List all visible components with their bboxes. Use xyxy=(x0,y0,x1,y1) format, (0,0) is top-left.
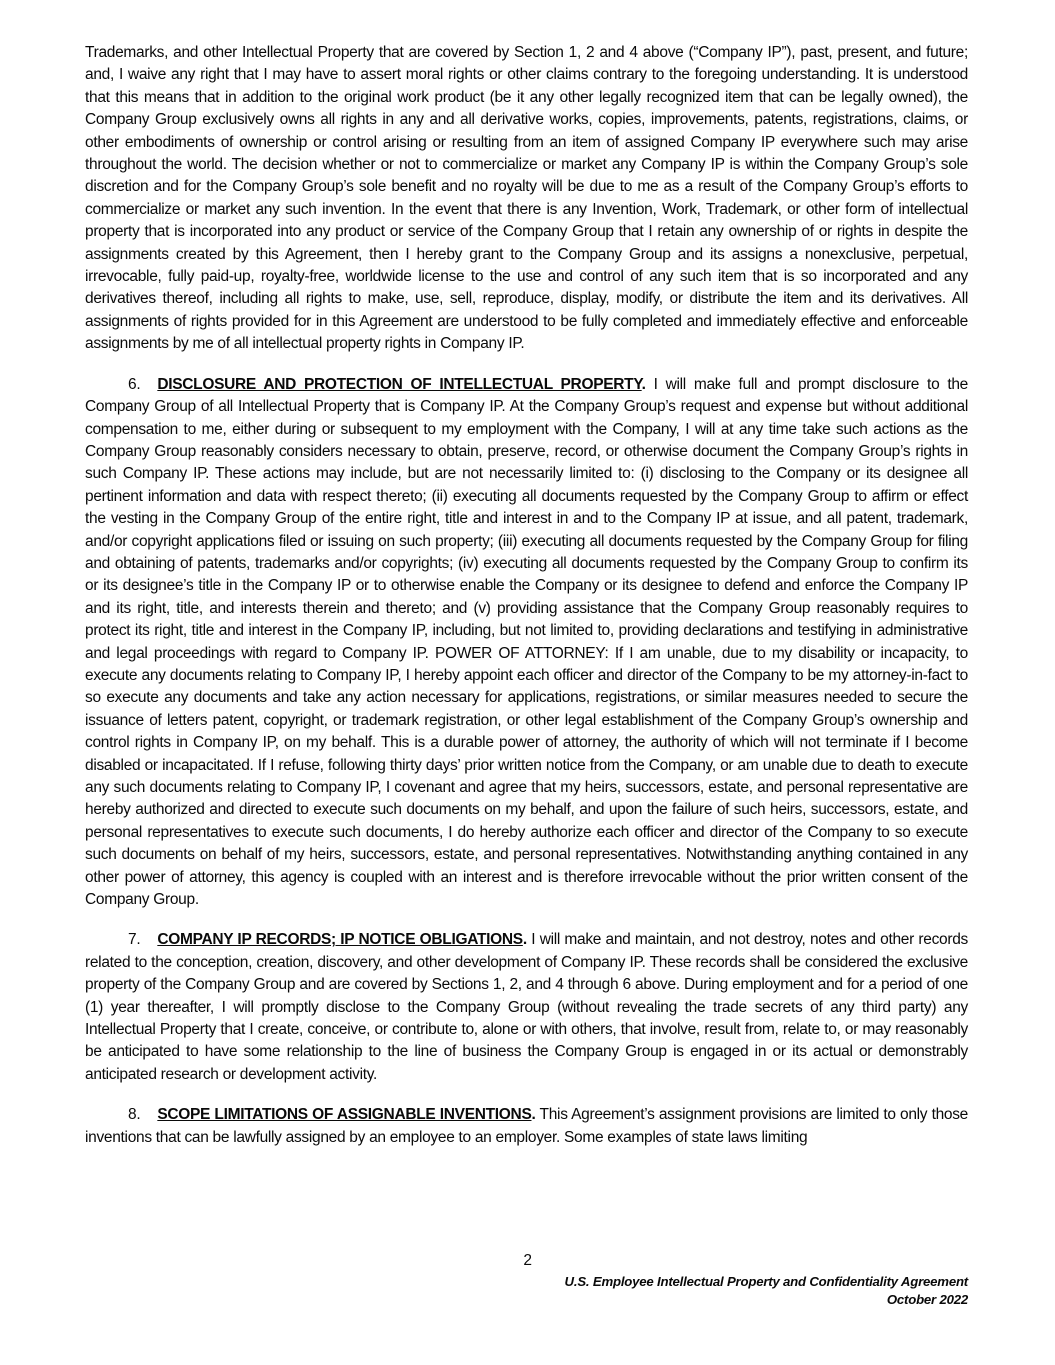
section-7-number: 7. xyxy=(128,931,141,949)
section-6-body: I will make full and prompt disclosure to the Company Group of all Intellectual Property that is Company IP. At the Company Group’s request and expense but without additional compensation to me, either during or subsequent to my employment with the Company, I will at any time take such actions as the Company Group reasonably considers necessary to obtain, preserve, record, or otherwise document the Company Group’s rights in such Company IP. These actions may include, but are not necessarily limited to: (i) disclosing to the Company or its designee all pertinent information and data with respect thereto; (ii) executing all documents requested by the Company Group to affirm or effect the vesting in the Company Group of the entire right, title and interest in and to the Company IP at issue, and all patent, trademark, and/or copyright applications filed or issuing on such property; (iii) executing all documents requested by the Company Group for filing and obtaining of patents, trademarks and/or copyrights; (iv) executing all documents requested by the Company Group to confirm its or its designee’s title in the Company IP or to otherwise enable the Company or its designee to defend and enforce the Company IP and its right, title, and interests therein and thereto; and (v) providing assistance that the Company Group reasonably requires to protect its right, title and interest in the Company IP, including, but not limited to, providing declarations and testifying in administrative and legal proceedings with regard to Company IP. POWER OF ATTORNEY: If I am unable, due to my disability or incapacity, to execute any documents relating to Company IP, I hereby appoint each officer and director of the Company to be my attorney-in-fact to so execute any documents and take any action necessary for applications, registrations, or similar measures needed to secure the issuance of letters patent, copyright, or trademark registration, or other legal establishment of the Company Group’s ownership and control rights in Company IP, on my behalf. This is a durable power of attorney, the authority of which will not terminate if I become disabled or incapacitated. If I refuse, following thirty days’ prior written notice from the Company, or am unable due to death to execute any such documents relating to Company IP, I covenant and agree that my heirs, successors, estate, and personal representative are hereby authorized and directed to execute such documents on my behalf, and upon the failure of such heirs, successors, estate, and personal representatives to execute such documents, I do hereby authorize each officer and director of the Company to so execute such documents on behalf of my heirs, successors, estate, and personal representatives. Notwithstanding anything contained in any other power of attorney, this agency is coupled with an interest and is therefore irrevocable without the prior written consent of the Company Group. xyxy=(85,375,968,909)
section-6-paragraph xyxy=(85,374,968,912)
page-number: 2 xyxy=(523,1252,532,1269)
section-7-body: I will make and maintain, and not destroy, notes and other records related to the conception, creation, discovery, and other development of Company IP. These records shall be considered the exclusive property of the Company Group and are covered by Sections 1, 2, and 4 through 6 above. During employment and for a period of one (1) year thereafter, I will promptly disclose to the Company Group (without revealing the trade secrets of any third party) any Intellectual Property that I create, conceive, or contribute to, alone or with others, that involve, result from, relate to, or may reasonably be anticipated to have some relationship to the line of business the Company Group is engaged in or its actual or demonstrably anticipated research or development activity. xyxy=(85,931,968,1083)
section-8-number: 8. xyxy=(128,1106,141,1124)
section-7-paragraph xyxy=(85,929,968,1086)
section-7-heading-period: . xyxy=(522,931,527,949)
footer-title-line: U.S. Employee Intellectual Property and Confidentiality Agreement xyxy=(564,1274,968,1289)
section-7-heading: COMPANY IP RECORDS; IP NOTICE OBLIGATIONS xyxy=(157,931,523,949)
section-8-heading: SCOPE LIMITATIONS OF ASSIGNABLE INVENTIONS xyxy=(157,1106,532,1124)
section-6-heading: DISCLOSURE AND PROTECTION OF INTELLECTUAL PROPERTY xyxy=(157,375,642,393)
document-footer xyxy=(565,1273,968,1308)
section-8-body: This Agreement’s assignment provisions are limited to only those inventions that can be lawfully assigned by an employee to an employer. Some examples of state laws limiting xyxy=(85,1106,968,1146)
section-8-heading-period: . xyxy=(531,1106,536,1124)
footer-date-line: October 2022 xyxy=(886,1291,968,1307)
section-6-heading-period: . xyxy=(641,375,646,393)
section-6-number: 6. xyxy=(128,375,141,393)
intro-continuation-paragraph: Trademarks, and other Intellectual Property that are covered by Section 1, 2 and 4 above (“Company IP”), past, present, and future; and, I waive any right that I may have to assert moral rights or other claims contrary to the foregoing understanding. It is understood that this means that in addition to the original work product (be it any other legally recognized item that can be legally owned), the Company Group exclusively owns all rights in any and all derivative works, copies, improvements, patents, registrations, claims, or other embodiments of ownership or control arising or resulting from an item of assigned Company IP everywhere such may arise throughout the world. The decision whether or not to commercialize or market any Company IP is within the Company Group’s sole discretion and for the Company Group’s sole benefit and no royalty will be due to me as a result of the Company Group’s efforts to commercialize or market any such invention. In the event that there is any Invention, Work, Trademark, or other form of intellectual property that is incorporated into any product or service of the Company Group that I retain any ownership of or rights in despite the assignments created by this Agreement, then I hereby grant to the Company Group and its assigns a nonexclusive, perpetual, irrevocable, fully paid-up, royalty-free, worldwide license to the use and control of any such item that is so incorporated and any derivatives thereof, including all rights to make, use, sell, reproduce, display, modify, or distribute the item and its derivatives. All assignments of rights provided for in this Agreement are understood to be fully completed and immediately effective and enforceable assignments by me of all intellectual property rights in Company IP. xyxy=(85,44,968,353)
section-8-paragraph xyxy=(85,1104,968,1149)
